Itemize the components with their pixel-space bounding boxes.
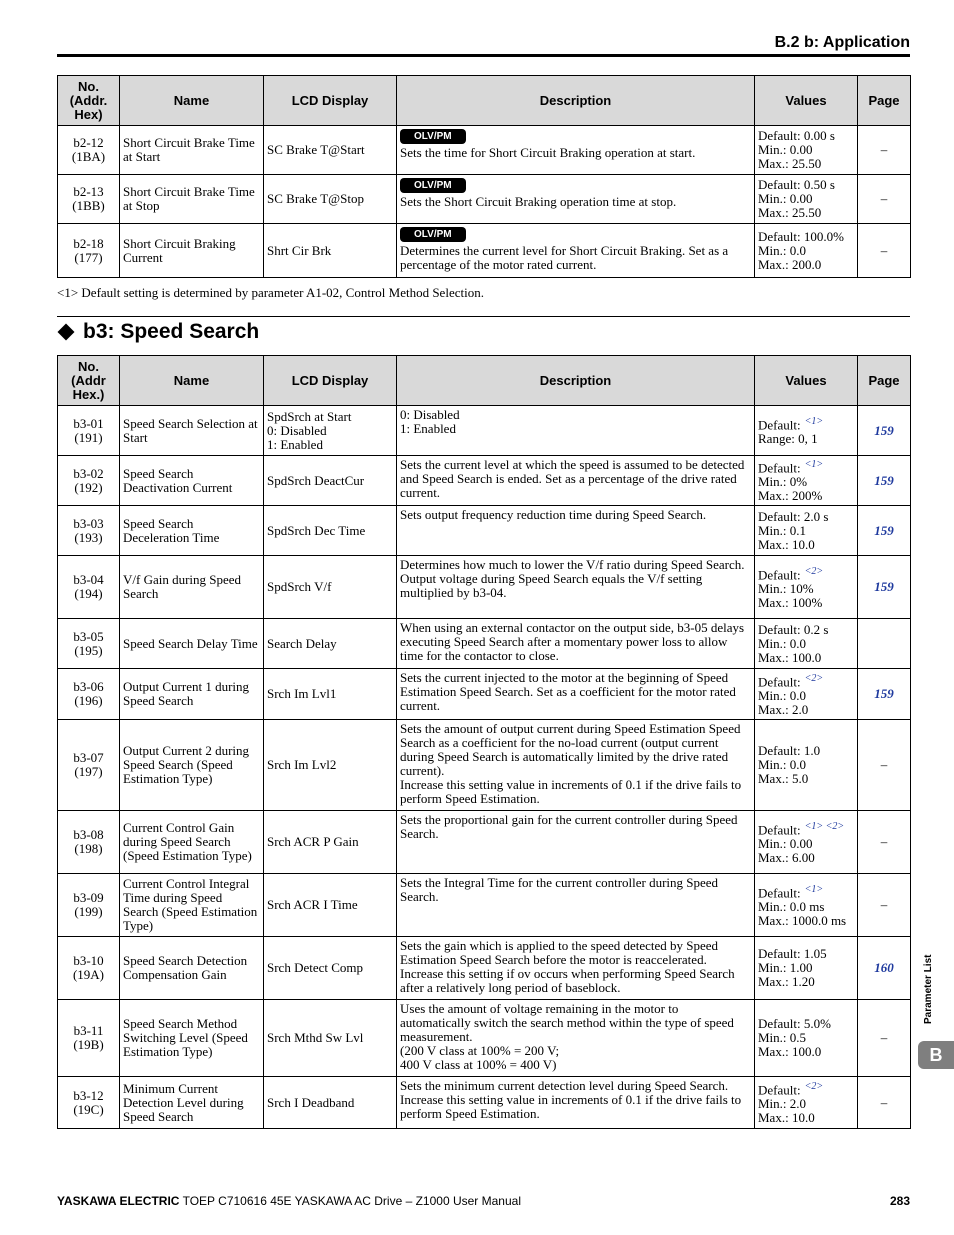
param-number: b3-04: [73, 572, 104, 588]
default-label: Default:: [758, 460, 801, 476]
lcd-display: Srch Detect Comp: [264, 937, 397, 1000]
description: Sets the proportional gain for the current controller during Speed Search.: [397, 811, 755, 874]
param-number: b3-08: [73, 827, 104, 843]
value-line: Min.: 0%: [758, 474, 808, 490]
description: Uses the amount of voltage remaining in the motor to automatically switch the search method within the type of speed measurement. (200 V class at 100% = 200 V; 400 V class at 100% = 400 V): [397, 1000, 755, 1077]
col-header-values: Values: [755, 76, 858, 126]
value-line: Max.: 25.50: [758, 205, 822, 220]
table-row: [58, 937, 911, 1000]
value-line-default: [758, 883, 854, 900]
default-label: Default: 2.0 s: [758, 508, 829, 524]
value-line: Max.: 1.20: [758, 974, 815, 990]
value-line: Min.: 0.5: [758, 1030, 807, 1046]
value-line: Max.: 25.50: [758, 156, 822, 171]
param-address: (198): [74, 841, 103, 857]
table-row: [58, 619, 911, 669]
description: Sets the Short Circuit Braking operation time at stop.: [400, 194, 677, 209]
values-cell: [755, 224, 858, 278]
param-number: b3-06: [73, 679, 104, 695]
value-line: Max.: 200.0: [758, 256, 822, 272]
value-line: Min.: 0.0: [758, 687, 807, 703]
footer-doc: [57, 1194, 521, 1208]
table-row: [58, 811, 911, 874]
default-label: Default: 0.2 s: [758, 621, 829, 637]
page-ref: –: [858, 874, 911, 937]
value-line-default: [758, 672, 854, 689]
table-row: [58, 126, 911, 175]
param-number: b3-02: [73, 465, 104, 481]
param-address: (19C): [73, 1101, 104, 1117]
param-name: V/f Gain during Speed Search: [120, 556, 264, 619]
lcd-display: Srch ACR I Time: [264, 874, 397, 937]
value-line: Max.: 1000.0 ms: [758, 912, 847, 928]
param-number: b2-18: [73, 235, 104, 251]
footnote-ref: <2>: [804, 672, 824, 684]
description: Sets the minimum current detection level during Speed Search. Increase this setting value in increments of 0.1 if the drive fails to perform Speed Estimation.: [397, 1077, 755, 1129]
value-line: Min.: 0.0: [758, 242, 807, 258]
value-line-default: [758, 947, 854, 961]
param-number-cell: [58, 720, 120, 811]
param-number: b3-03: [73, 515, 104, 531]
param-address: (1BA): [71, 149, 106, 164]
value-line-default: [758, 1080, 854, 1097]
param-number: b3-01: [73, 415, 104, 431]
values-cell: [755, 1000, 858, 1077]
b3-parameter-table: [57, 355, 911, 1129]
table-row: [58, 456, 911, 506]
value-line: Min.: 0.0 ms: [758, 898, 825, 914]
value-line-default: [758, 820, 854, 837]
col-header-no: No. (Addr Hex.): [58, 356, 120, 406]
value-line-default: [758, 415, 854, 432]
values-cell: [755, 937, 858, 1000]
page-link[interactable]: 159: [858, 456, 911, 506]
value-line: Min.: 0.00: [758, 835, 813, 851]
param-address: (19A): [72, 967, 105, 983]
value-line: Max.: 10.0: [758, 536, 815, 552]
param-name: Output Current 2 during Speed Search (Speed Estimation Type): [120, 720, 264, 811]
page-ref: –: [858, 720, 911, 811]
param-address: (194): [74, 586, 103, 602]
description-cell: [397, 175, 755, 224]
description: Sets the gain which is applied to the speed detected by Speed Estimation Speed Search before the motor is reaccelerated. Increase this setting if ov occurs when performing Speed Search after a relatively long period of baseblock.: [397, 937, 755, 1000]
param-number-cell: [58, 1077, 120, 1129]
default-label: Default:: [758, 1082, 801, 1098]
col-header-no: No. (Addr. Hex): [58, 76, 120, 126]
param-number: b2-13: [73, 184, 104, 199]
param-name: Speed Search Detection Compensation Gain: [120, 937, 264, 1000]
control-mode-badge: OLV/PM: [400, 178, 466, 193]
description: When using an external contactor on the output side, b3-05 delays executing Speed Search after a momentary power loss to allow time for the contactor to close.: [397, 619, 755, 669]
control-mode-badge: OLV/PM: [400, 129, 466, 144]
value-line: Max.: 10.0: [758, 1110, 815, 1126]
values-cell: [755, 126, 858, 175]
table-row: [58, 720, 911, 811]
values-cell: [755, 720, 858, 811]
lcd-display: Srch Mthd Sw Lvl: [264, 1000, 397, 1077]
value-line: Range: 0, 1: [758, 431, 818, 447]
values-cell: [755, 669, 858, 720]
table-row: [58, 556, 911, 619]
lcd-display: Srch Im Lvl2: [264, 720, 397, 811]
default-label: Default:: [758, 821, 801, 837]
footnote-ref: <1>: [804, 459, 824, 470]
param-name: Short Circuit Braking Current: [120, 224, 264, 278]
value-line-default: [758, 744, 854, 758]
description: Sets the current level at which the speed is assumed to be detected and Speed Search is ended. Set as a percentage of the drive rated current.: [397, 456, 755, 506]
col-header-description: Description: [397, 356, 755, 406]
param-number: b3-09: [73, 890, 104, 906]
param-name: Speed Search Method Switching Level (Speed Estimation Type): [120, 1000, 264, 1077]
value-line: Min.: 0.1: [758, 522, 807, 538]
table-row: [58, 1000, 911, 1077]
value-line: Min.: 0.00: [758, 191, 813, 206]
param-number: b3-10: [73, 953, 104, 969]
description: Sets output frequency reduction time during Speed Search.: [397, 506, 755, 556]
lcd-display: SpdSrch V/f: [264, 556, 397, 619]
lcd-display: Srch I Deadband: [264, 1077, 397, 1129]
footer-doc-title: TOEP C710616 45E YASKAWA AC Drive – Z1000 User Manual: [179, 1194, 521, 1208]
col-header-page: Page: [858, 356, 911, 406]
values-cell: [755, 506, 858, 556]
page-link[interactable]: 159: [858, 556, 911, 619]
default-label: Default:: [758, 673, 801, 689]
lcd-display: SC Brake T@Start: [264, 126, 397, 175]
values-cell: [755, 175, 858, 224]
value-line-default: [758, 458, 854, 475]
param-name: Speed Search Selection at Start: [120, 406, 264, 456]
default-label: Default:: [758, 884, 801, 900]
values-cell: [755, 456, 858, 506]
appendix-tab: B: [918, 1041, 954, 1069]
page-ref: –: [858, 175, 911, 224]
param-number-cell: [58, 937, 120, 1000]
param-name: Minimum Current Detection Level during Speed Search: [120, 1077, 264, 1129]
param-name: Speed Search Deactivation Current: [120, 456, 264, 506]
param-number: b3-05: [73, 628, 104, 644]
description: Sets the time for Short Circuit Braking operation at start.: [400, 145, 696, 160]
table-row: [58, 406, 911, 456]
table-row: [58, 224, 911, 278]
b2-parameter-table: [57, 75, 911, 278]
footnote-ref: <1> <2>: [804, 820, 845, 832]
value-line: Default: 0.00 s: [758, 128, 835, 143]
param-number-cell: [58, 224, 120, 278]
table-row: [58, 669, 911, 720]
description: Determines the current level for Short Circuit Braking. Set as a percentage of the motor rated current.: [400, 243, 729, 272]
footer-brand: YASKAWA ELECTRIC: [57, 1194, 180, 1208]
param-number-cell: [58, 406, 120, 456]
lcd-display: SpdSrch Dec Time: [264, 506, 397, 556]
param-address: (197): [74, 764, 103, 780]
page-link[interactable]: 160: [858, 937, 911, 1000]
side-label-text: Parameter List: [923, 954, 934, 1024]
param-address: (199): [74, 904, 103, 920]
param-address: (191): [74, 429, 103, 445]
col-header-values: Values: [755, 356, 858, 406]
control-mode-badge: OLV/PM: [400, 227, 466, 242]
param-number-cell: [58, 175, 120, 224]
page-ref: –: [858, 811, 911, 874]
table-row: [58, 1077, 911, 1129]
value-line: Min.: 0.0: [758, 635, 807, 651]
param-number-cell: [58, 619, 120, 669]
param-number-cell: [58, 669, 120, 720]
description: Sets the current injected to the motor at the beginning of Speed Estimation Speed Search. Set as a coefficient for the motor rated current.: [397, 669, 755, 720]
value-line: Default: 0.50 s: [758, 177, 835, 192]
diamond-bullet-icon: [58, 324, 75, 341]
param-number-cell: [58, 1000, 120, 1077]
footnote-ref: <1>: [804, 883, 824, 895]
section-title: b3: Speed Search: [83, 320, 260, 343]
value-line-default: [758, 510, 854, 524]
param-number-cell: [58, 506, 120, 556]
header-rule: [57, 54, 910, 57]
description: Sets the amount of output current during Speed Estimation Speed Search as a coefficient for the no-load current (output current during Speed Search is automatically limited by the drive rated current). Increase this setting value in increments of 0.1 if the drive fails to perform Speed Estimation.: [397, 720, 755, 811]
col-header-name: Name: [120, 356, 264, 406]
value-line: Min.: 2.0: [758, 1096, 807, 1112]
param-address: (193): [74, 529, 103, 545]
page-ref: –: [858, 1077, 911, 1129]
param-address: (19B): [73, 1037, 104, 1053]
running-header: B.2 b: Application: [774, 34, 910, 51]
values-cell: [755, 1077, 858, 1129]
value-line: Min.: 0.0: [758, 757, 807, 773]
col-header-lcd: LCD Display: [264, 356, 397, 406]
value-line: Max.: 100.0: [758, 1044, 822, 1060]
value-line: Max.: 100.0: [758, 649, 822, 665]
param-address: (192): [74, 479, 103, 495]
description: 0: Disabled 1: Enabled: [397, 406, 755, 456]
default-label: Default: 1.05: [758, 946, 827, 962]
param-name: Current Control Gain during Speed Search (Speed Estimation Type): [120, 811, 264, 874]
value-line: Min.: 0.00: [758, 142, 813, 157]
col-header-lcd: LCD Display: [264, 76, 397, 126]
description: Determines how much to lower the V/f ratio during Speed Search. Output voltage during Speed Search equals the V/f setting multiplied by b3-04.: [397, 556, 755, 619]
value-line-default: [758, 565, 854, 582]
param-number-cell: [58, 456, 120, 506]
page-link[interactable]: 159: [858, 506, 911, 556]
value-line: Max.: 2.0: [758, 701, 809, 717]
table-row: [58, 175, 911, 224]
param-name: Current Control Integral Time during Speed Search (Speed Estimation Type): [120, 874, 264, 937]
footnote-ref: <2>: [804, 1081, 824, 1093]
page-ref: –: [858, 224, 911, 278]
param-number-cell: [58, 556, 120, 619]
lcd-display: Srch ACR P Gain: [264, 811, 397, 874]
lcd-display: Shrt Cir Brk: [264, 224, 397, 278]
footnote: <1> Default setting is determined by parameter A1-02, Control Method Selection.: [57, 285, 484, 300]
value-line-default: [758, 623, 854, 637]
description: Sets the Integral Time for the current controller during Speed Search.: [397, 874, 755, 937]
values-cell: [755, 874, 858, 937]
param-number: b3-12: [73, 1087, 104, 1103]
page-ref: [858, 619, 911, 669]
param-name: Speed Search Delay Time: [120, 619, 264, 669]
value-line: Min.: 1.00: [758, 960, 813, 976]
table-row: [58, 506, 911, 556]
col-header-name: Name: [120, 76, 264, 126]
default-label: Default: 1.0: [758, 743, 821, 759]
lcd-display: Search Delay: [264, 619, 397, 669]
section-rule: [57, 316, 910, 317]
param-address: (196): [74, 693, 103, 709]
page-number: 283: [889, 1194, 910, 1208]
value-line: Default: 100.0%: [758, 228, 844, 244]
footnote-ref: <2>: [804, 565, 824, 577]
param-name: Speed Search Deceleration Time: [120, 506, 264, 556]
param-address: (195): [74, 642, 103, 658]
value-line: Max.: 5.0: [758, 771, 809, 787]
values-cell: [755, 406, 858, 456]
default-label: Default:: [758, 566, 801, 582]
param-number: b2-12: [73, 135, 104, 150]
col-header-page: Page: [858, 76, 911, 126]
lcd-display: SC Brake T@Stop: [264, 175, 397, 224]
value-line: Max.: 100%: [758, 594, 823, 610]
section-heading: [57, 320, 259, 344]
table-row: [58, 874, 911, 937]
page-link[interactable]: 159: [858, 669, 911, 720]
page-ref: –: [858, 126, 911, 175]
value-line: Min.: 10%: [758, 580, 814, 596]
values-cell: [755, 811, 858, 874]
page-link[interactable]: 159: [858, 406, 911, 456]
value-line: Max.: 6.00: [758, 849, 815, 865]
param-name: Short Circuit Brake Time at Start: [120, 126, 264, 175]
lcd-display: SpdSrch DeactCur: [264, 456, 397, 506]
values-cell: [755, 556, 858, 619]
value-line: Max.: 200%: [758, 488, 823, 504]
param-address: (177): [74, 249, 103, 265]
value-line-default: [758, 1017, 854, 1031]
param-number: b3-11: [73, 1023, 104, 1039]
values-cell: [755, 619, 858, 669]
param-address: (1BB): [72, 198, 105, 213]
param-number-cell: [58, 874, 120, 937]
default-label: Default: 5.0%: [758, 1016, 831, 1032]
param-number-cell: [58, 811, 120, 874]
param-name: Output Current 1 during Speed Search: [120, 669, 264, 720]
description-cell: [397, 126, 755, 175]
lcd-display: Srch Im Lvl1: [264, 669, 397, 720]
lcd-display: SpdSrch at Start 0: Disabled 1: Enabled: [264, 406, 397, 456]
param-name: Short Circuit Brake Time at Stop: [120, 175, 264, 224]
page-ref: –: [858, 1000, 911, 1077]
default-label: Default:: [758, 417, 801, 433]
side-label: [920, 940, 938, 1030]
col-header-description: Description: [397, 76, 755, 126]
footnote-ref: <1>: [804, 415, 824, 427]
param-number: b3-07: [73, 750, 104, 766]
description-cell: [397, 224, 755, 278]
param-number-cell: [58, 126, 120, 175]
